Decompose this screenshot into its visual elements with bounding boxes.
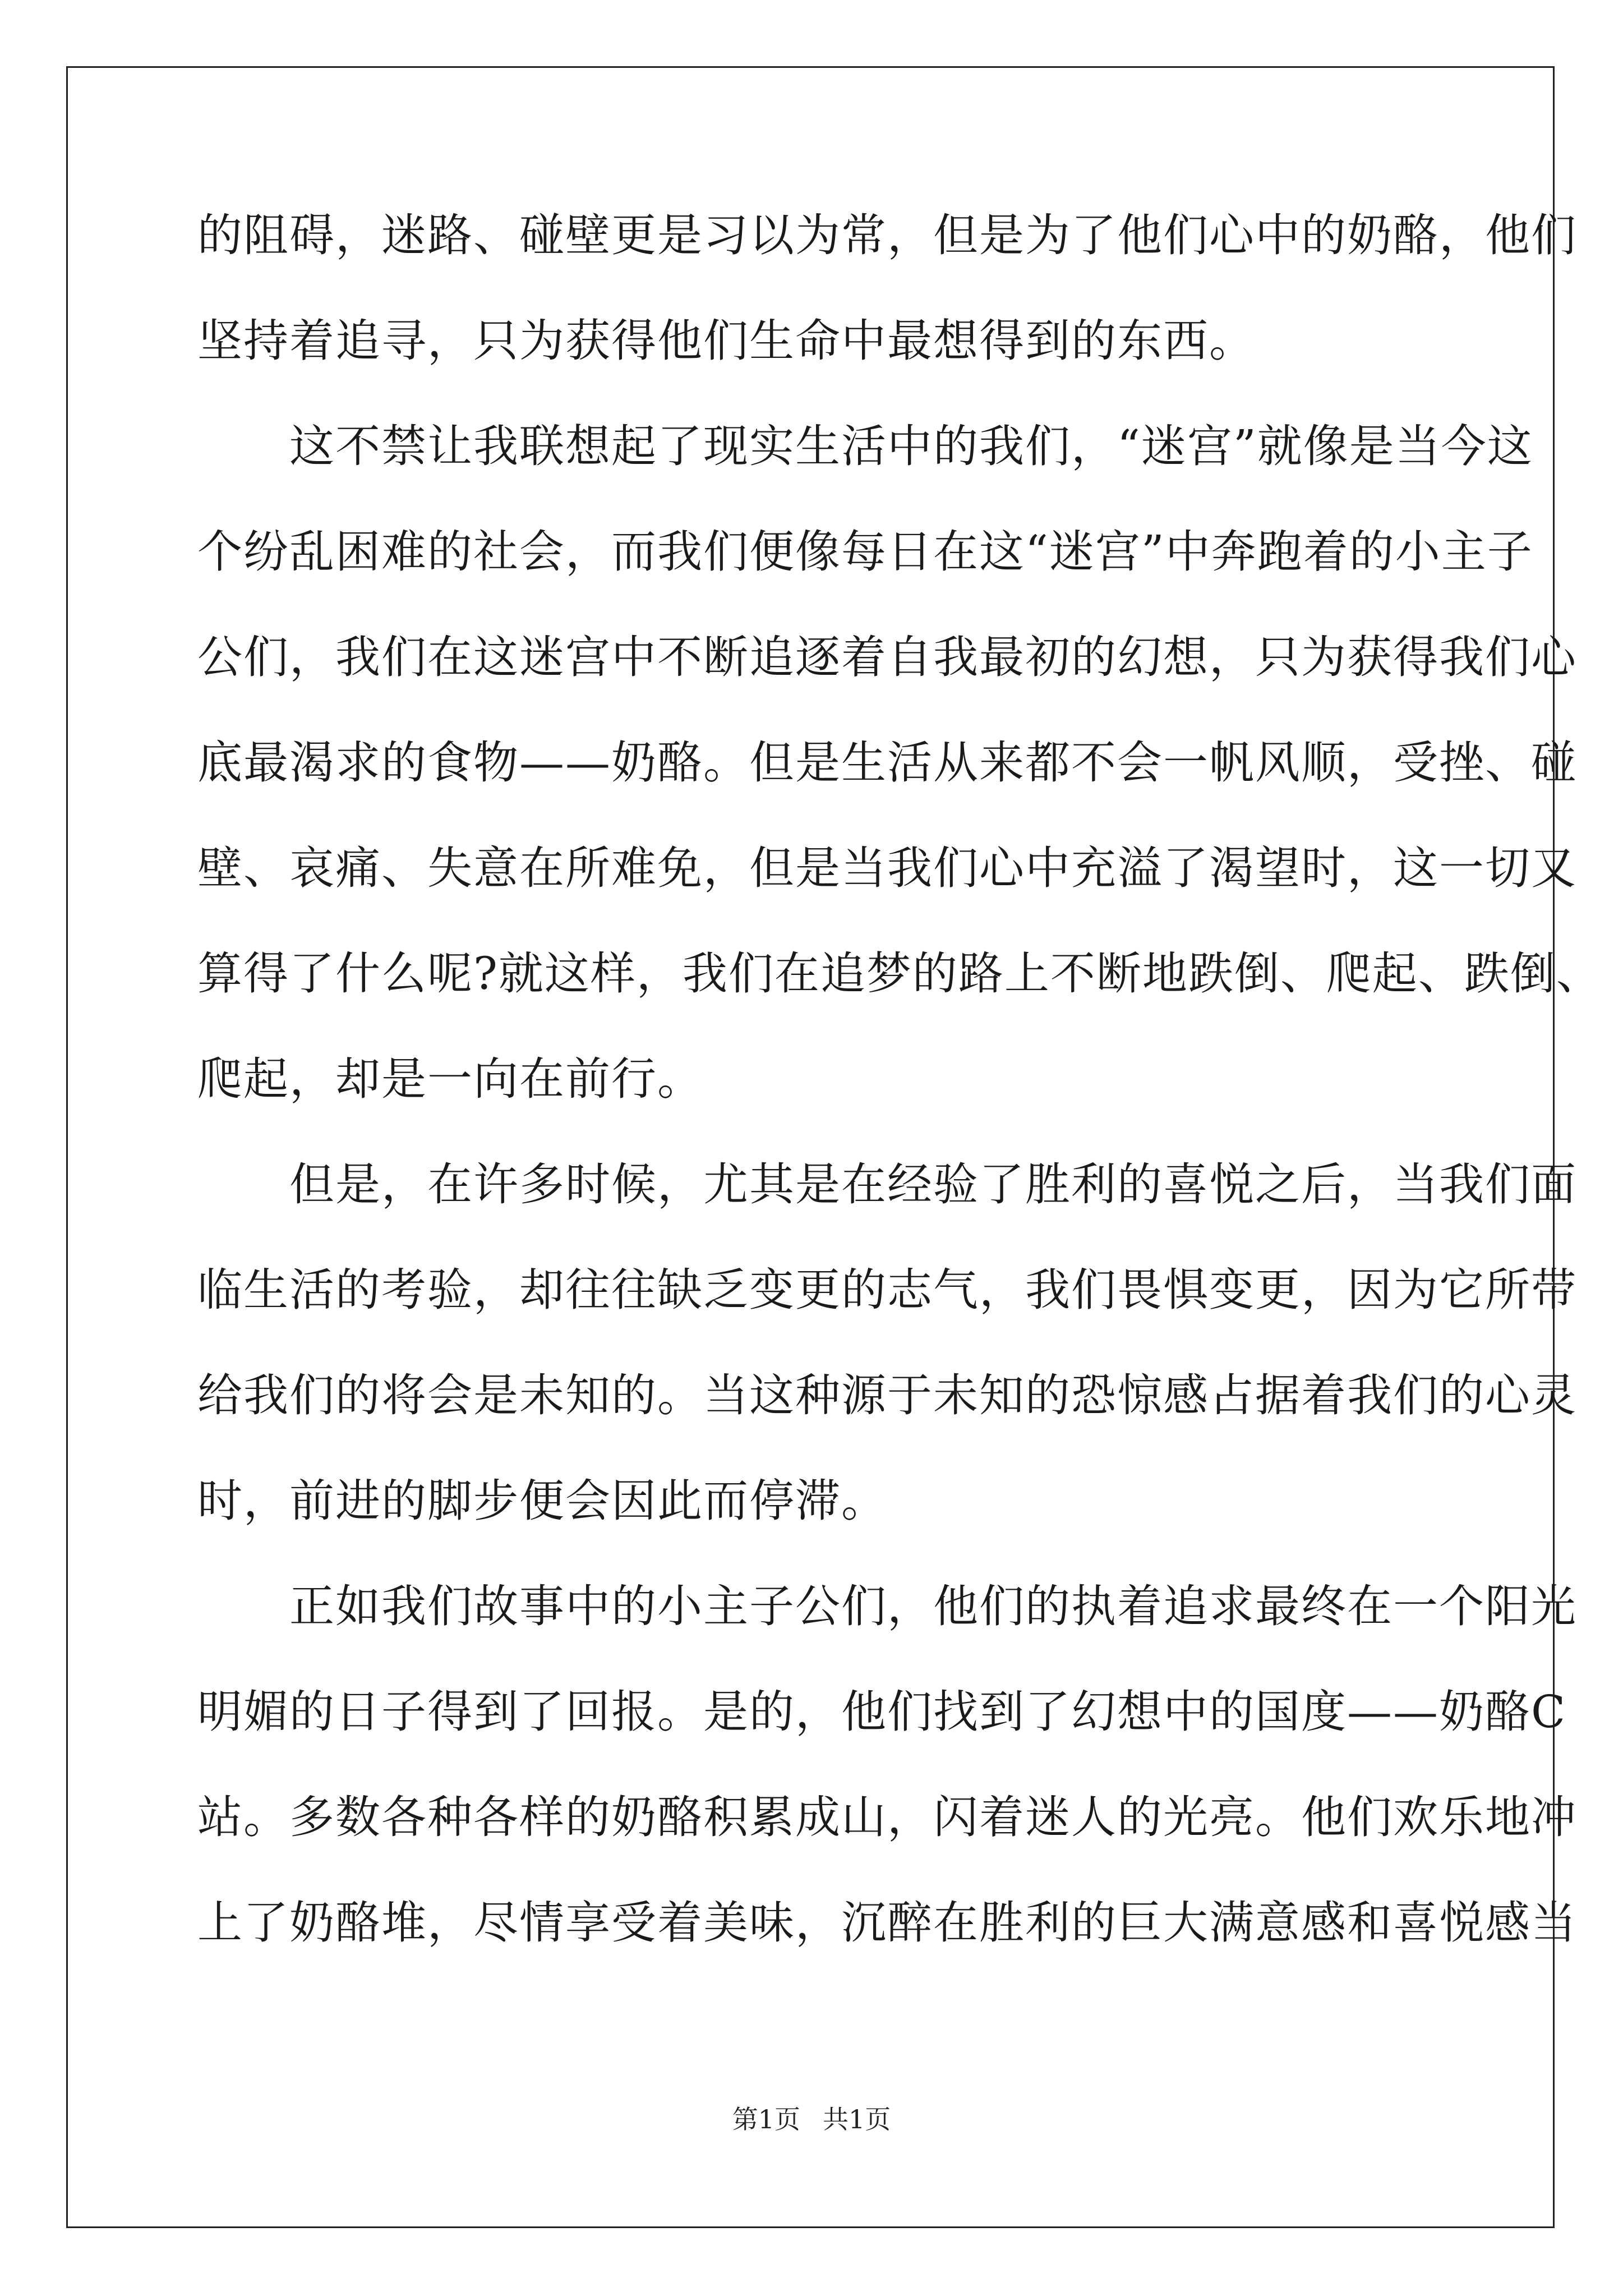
page-number-total: 共1页 <box>823 2104 891 2134</box>
text-line: 正如我们故事中的小主子公们，他们的执着追求最终在一个阳光 <box>197 1580 1577 1632</box>
text-line: 算得了什么呢?就这样，我们在追梦的路上不断地跌倒、爬起、跌倒、 <box>197 947 1602 1000</box>
text-line: 坚持着追寻，只为获得他们生命中最想得到的东西。 <box>197 315 1255 367</box>
text-line: 时，前进的脚步便会因此而停滞。 <box>197 1475 887 1527</box>
text-line: 但是，在许多时候，尤其是在经验了胜利的喜悦之后，当我们面 <box>197 1158 1577 1211</box>
text-line: 公们，我们在这迷宫中不断追逐着自我最初的幻想，只为获得我们心 <box>197 631 1577 683</box>
text-line: 底最渴求的食物——奶酪。但是生活从来都不会一帆风顺，受挫、碰 <box>197 737 1577 789</box>
text-line: 这不禁让我联想起了现实生活中的我们，“迷宫”就像是当今这 <box>197 420 1533 472</box>
text-line: 壁、哀痛、失意在所难免，但是当我们心中充溢了渴望时，这一切又 <box>197 842 1577 894</box>
text-line: 个纷乱困难的社会，而我们便像每日在这“迷宫”中奔跑着的小主子 <box>197 526 1533 578</box>
text-line: 上了奶酪堆，尽情享受着美味，沉醉在胜利的巨大满意感和喜悦感当 <box>197 1897 1577 1949</box>
text-line: 明媚的日子得到了回报。是的，他们找到了幻想中的国度——奶酪C <box>197 1686 1567 1738</box>
text-line: 临生活的考验，却往往缺乏变更的志气，我们畏惧变更，因为它所带 <box>197 1264 1577 1316</box>
text-line: 的阻碍，迷路、碰壁更是习以为常，但是为了他们心中的奶酪，他们 <box>197 209 1577 261</box>
page-footer <box>0 2104 1623 2135</box>
text-line: 站。多数各种各样的奶酪积累成山，闪着迷人的光亮。他们欢乐地冲 <box>197 1791 1577 1843</box>
text-line: 爬起，却是一向在前行。 <box>197 1053 703 1105</box>
page-number-current: 第1页 <box>732 2104 800 2134</box>
text-line: 给我们的将会是未知的。当这种源于未知的恐惊感占据着我们的心灵 <box>197 1369 1577 1421</box>
